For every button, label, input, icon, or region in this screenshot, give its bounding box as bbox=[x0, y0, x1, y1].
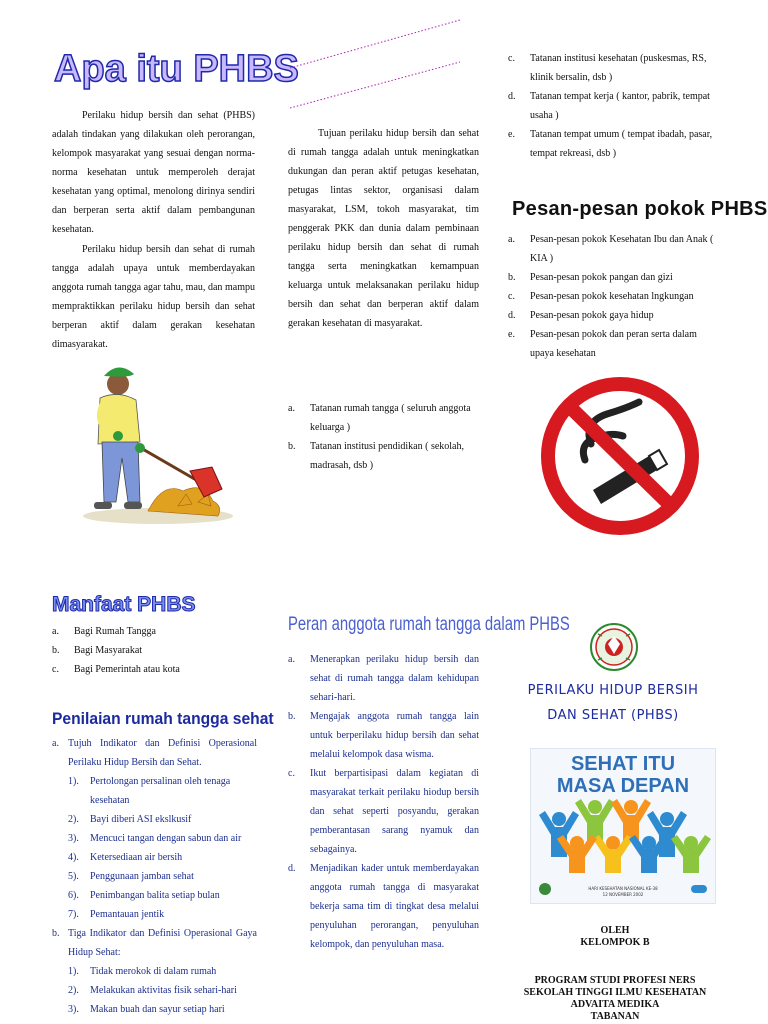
manfaat-list bbox=[52, 622, 262, 679]
list-item: 3). Mencuci tangan dengan sabun dan air bbox=[68, 833, 242, 844]
list-item: b. Mengajak anggota rumah tangga lain untuk berperilaku hidup bersih dan sehat melalui kelompok dasa wisma. bbox=[288, 711, 479, 760]
penilaian-b-list bbox=[52, 962, 257, 1019]
list-item: 5). Penggunaan jamban sehat bbox=[68, 871, 194, 882]
list-item: c. Ikut berpartisipasi dalam kegiatan di masyarakat terkait perilaku hiodup bersih dan sehat seperti posyandu, gerakan pemberantasan sarang nyamuk dan sebagainya. bbox=[288, 768, 479, 855]
list-item: c. Tatanan institusi kesehatan (puskesmas, RS, klinik bersalin, dsb ) bbox=[508, 53, 707, 83]
program-line-4: TABANAN bbox=[590, 1011, 640, 1022]
cover-title bbox=[500, 678, 726, 728]
kelompok-label: KELOMPOK B bbox=[580, 937, 650, 948]
list-item: 4). Ketersediaan air bersih bbox=[68, 852, 183, 863]
col1-paragraph-1: Perilaku hidup bersih dan sehat (PHBS) adalah tindakan yang dilakukan oleh perorangan, kelompok masyarakat yang sesuai dengan norma-norma kesehatan untuk memperoleh derajat kesehatan yang optimal, menolong dirinya sendiri dan berperan serta aktif dalam pembangunan kesehatan. bbox=[52, 110, 255, 235]
poster-headline-1: SEHAT ITU bbox=[570, 753, 676, 775]
list-item: d. Pesan-pesan pokok gaya hidup bbox=[508, 310, 654, 321]
list-item: e. Tatanan tempat umum ( tempat ibadah, pasar, tempat rekreasi, dsb ) bbox=[508, 129, 713, 159]
penilaian-b-text: Tiga Indikator dan Definisi Operasional Gaya Hidup Sehat: bbox=[68, 928, 257, 958]
list-item: b. Bagi Masyarakat bbox=[52, 645, 143, 656]
col2-tujuan-paragraph: Tujuan perilaku hidup bersih dan sehat di rumah tangga adalah untuk meningkatkan dukungan dan peran aktif petugas kesehatan, petugas lintas sektor, organisasi dalam masyarakat, LSM, tokoh masyarakat, tim penggerak PKK dan dunia dalam pembinaan perilaku hidup bersih dan sehat di rumah tangga serta meningkatkan kemampuan keluarga untuk melaksanakan perilaku hidup bersih dan sehat dan berperan aktif dalam gerakan kesehatan di masyarakat. bbox=[288, 128, 479, 329]
list-item: 1). Pertolongan persalinan oleh tenaga kesehatan bbox=[68, 776, 231, 806]
program-line-2: SEKOLAH TINGGI ILMU KESEHATAN bbox=[523, 987, 707, 998]
cover-title-line-1: PERILAKU HIDUP BERSIH bbox=[527, 683, 699, 698]
list-item: b. Tatanan institusi pendidikan ( sekolah, madrasah, dsb ) bbox=[288, 441, 464, 471]
program-line-1: PROGRAM STUDI PROFESI NERS bbox=[534, 975, 696, 986]
title-peran-anggota: Peran anggota rumah tangga dalam PHBS bbox=[288, 614, 570, 635]
penilaian-a-text: Tujuh Indikator dan Definisi Operasional Perilaku Hidup Bersih dan Sehat. bbox=[68, 738, 257, 768]
list-item: e. Pesan-pesan pokok dan peran serta dalam upaya kesehatan bbox=[508, 329, 697, 359]
oleh-label: OLEH bbox=[600, 925, 630, 936]
list-item: c. Pesan-pesan pokok kesehatan lngkungan bbox=[508, 291, 694, 302]
title-apa-itu-phbs: Apa itu PHBS bbox=[54, 48, 299, 90]
list-item: d. Menjadikan kader untuk memberdayakan anggota rumah tangga di masyarakat bekerja sama tim di tingkat desa melalui penyuluhan perorangan, penyuluhan kelompok, dan penyuluhan masa. bbox=[288, 863, 479, 950]
list-item: d. Tatanan tempat kerja ( kantor, pabrik, tempat usaha ) bbox=[508, 91, 710, 121]
list-item: b. Pesan-pesan pokok pangan dan gizi bbox=[508, 272, 673, 283]
cover-title-line-2: DAN SEHAT (PHBS) bbox=[547, 708, 679, 723]
list-item: c. Bagi Pemerintah atau kota bbox=[52, 664, 180, 675]
no-smoking-icon bbox=[533, 372, 707, 540]
program-line-3: ADVAITA MEDIKA bbox=[570, 999, 660, 1010]
oleh-kelompok bbox=[520, 925, 710, 949]
penilaian-a-list bbox=[52, 772, 257, 924]
col3-tatanan-list bbox=[508, 49, 720, 163]
poster-date: 12 NOVEMBER 2002 bbox=[602, 892, 644, 897]
list-item: 2). Melakukan aktivitas fisik sehari-hari bbox=[68, 985, 237, 996]
institution-emblem-logo bbox=[588, 622, 640, 672]
poster-sehat-itu-masa-depan bbox=[530, 748, 716, 904]
program-studi bbox=[500, 975, 730, 1023]
col2-tatanan-list bbox=[288, 399, 478, 475]
list-item: 3). Makan buah dan sayur setiap hari bbox=[68, 1004, 225, 1015]
list-item: 6). Penimbangan balita setiap bulan bbox=[68, 890, 220, 901]
list-item: 2). Bayi diberi ASI ekslkusif bbox=[68, 814, 192, 825]
title-penilaian-rumah-tangga: Penilaian rumah tangga sehat bbox=[52, 709, 274, 728]
poster-caption: HARI KESEHATAN NASIONAL KE-38 bbox=[588, 886, 658, 891]
list-item: a. Bagi Rumah Tangga bbox=[52, 626, 156, 637]
title-manfaat-phbs: Manfaat PHBS bbox=[52, 593, 196, 616]
poster-headline-2: MASA DEPAN bbox=[556, 775, 690, 797]
list-item: a. Tatanan rumah tangga ( seluruh anggota keluarga ) bbox=[288, 403, 471, 433]
sweeping-person-illustration bbox=[58, 356, 238, 526]
penilaian-section: a. Tujuh Indikator dan Definisi Operasional Perilaku Hidup Bersih dan Sehat. 1). Pertolongan persalinan oleh tenaga kesehatan 2). Bayi diberi ASI ekslkusif 3). Mencuci tangan dengan sabun dan air 4). Ketersediaan air bersih 5). Penggunaan jamban sehat 6). Penimbangan balita setiap bulan 7). Pemantauan jentik b. Tiga Indikator dan Definisi Operasional Gaya Hidup Sehat: 1). Tidak merokok di dalam rumah 2). Melakukan aktivitas fisik sehari-hari 3). Makan buah dan sayur setiap hari bbox=[52, 734, 257, 1019]
col1-paragraph-2: Perilaku hidup bersih dan sehat di rumah tangga adalah upaya untuk memberdayakan anggota rumah tangga agar tahu, mau, dan mampu mempraktikkan perilaku hidup bersih dan sehat berperan aktif dalam gerakan kesehatan dimasyarakat. bbox=[52, 244, 255, 350]
title-pesan-pesan-pokok: Pesan-pesan pokok PHBS bbox=[512, 198, 768, 220]
peran-list bbox=[288, 650, 479, 954]
list-item: 1). Tidak merokok di dalam rumah bbox=[68, 966, 217, 977]
pesan-list bbox=[508, 230, 720, 363]
list-item: a. Pesan-pesan pokok Kesehatan Ibu dan Anak ( KIA ) bbox=[508, 234, 714, 264]
poster-people-figures bbox=[531, 797, 715, 877]
list-item: a. Menerapkan perilaku hidup bersih dan sehat di rumah tangga dalam kehidupan sehari-hari. bbox=[288, 654, 479, 703]
list-item: 7). Pemantauan jentik bbox=[68, 909, 165, 920]
decorative-dotted-lines bbox=[288, 16, 463, 112]
